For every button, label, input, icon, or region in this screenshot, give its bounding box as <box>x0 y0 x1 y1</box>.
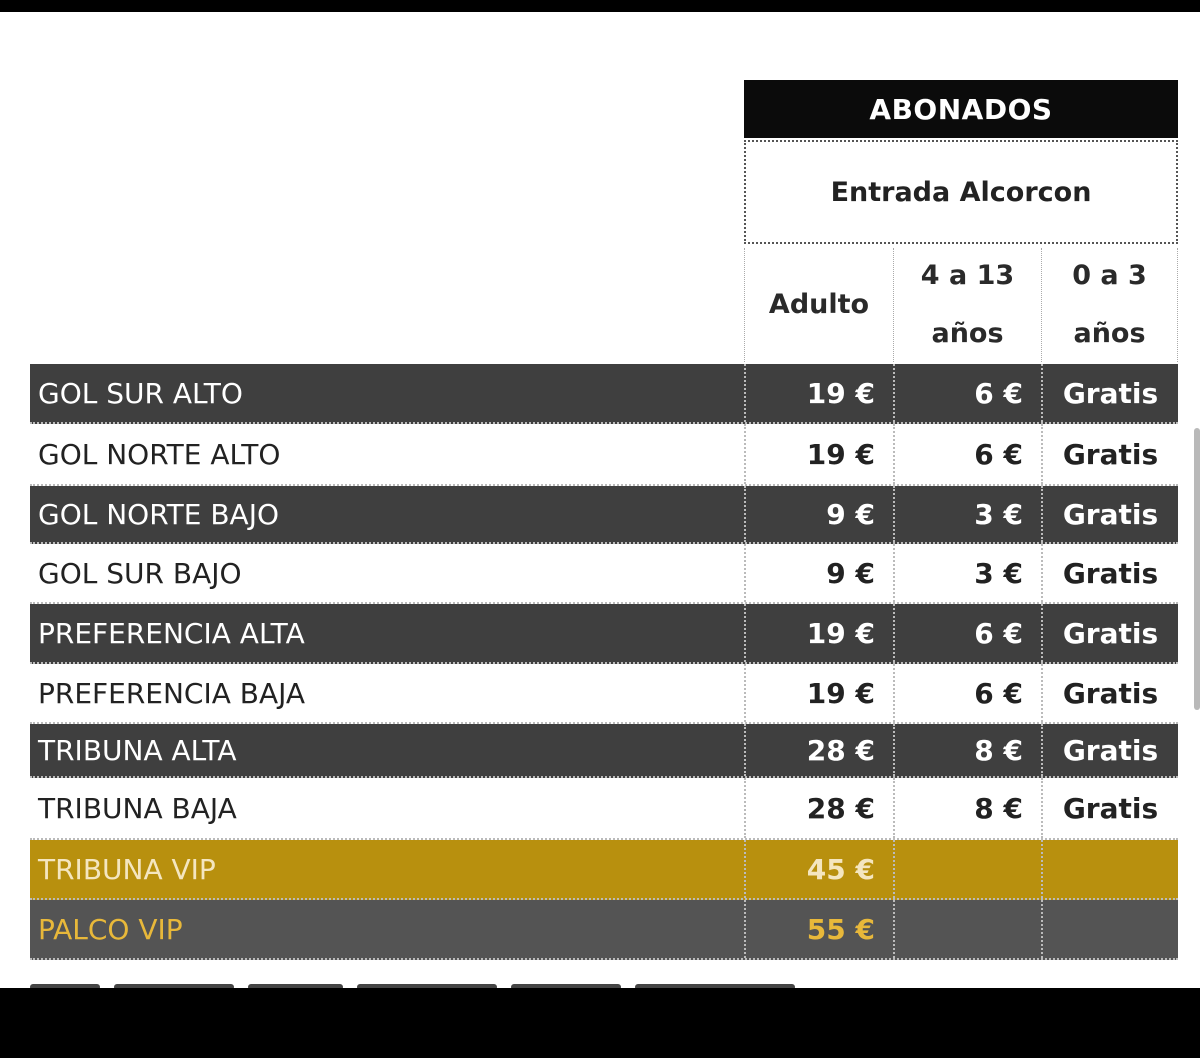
zone-name: PREFERENCIA ALTA <box>38 616 305 650</box>
zone-name: GOL NORTE BAJO <box>38 497 279 531</box>
zone-name: PALCO VIP <box>38 912 183 946</box>
table-row-preferencia-baja <box>30 664 1178 724</box>
column-header-babies <box>1041 248 1178 362</box>
price-adult: 19 € <box>744 424 893 484</box>
price-kids: 3 € <box>893 486 1041 542</box>
zone-name: TRIBUNA ALTA <box>38 733 237 767</box>
top-black-bar <box>0 0 1200 12</box>
price-babies: Gratis <box>1041 486 1178 542</box>
price-babies <box>1041 900 1178 958</box>
price-adult: 19 € <box>744 364 893 422</box>
price-kids <box>893 900 1041 958</box>
price-babies: Gratis <box>1041 604 1178 662</box>
price-kids <box>893 840 1041 898</box>
column-header-kids <box>893 248 1041 362</box>
price-adult: 9 € <box>744 544 893 602</box>
table-row-gol-norte-bajo <box>30 486 1178 544</box>
price-adult: 28 € <box>744 778 893 838</box>
price-babies: Gratis <box>1041 424 1178 484</box>
price-adult: 55 € <box>744 900 893 958</box>
scrollbar-thumb[interactable] <box>1194 428 1200 710</box>
price-babies <box>1041 840 1178 898</box>
price-kids: 6 € <box>893 604 1041 662</box>
price-kids: 6 € <box>893 364 1041 422</box>
bottom-black-bar <box>0 988 1200 1058</box>
column-header-kids-line2: años <box>931 318 1004 349</box>
price-adult: 9 € <box>744 486 893 542</box>
column-header-babies-line2: años <box>1073 318 1146 349</box>
table-row-gol-norte-alto <box>30 424 1178 486</box>
price-adult: 28 € <box>744 724 893 776</box>
table-row-gol-sur-alto <box>30 364 1178 424</box>
clipped-footer-text <box>30 976 910 988</box>
price-babies: Gratis <box>1041 664 1178 722</box>
abonados-header: ABONADOS <box>744 80 1178 138</box>
price-kids: 6 € <box>893 664 1041 722</box>
table-row-tribuna-alta <box>30 724 1178 778</box>
price-kids: 3 € <box>893 544 1041 602</box>
price-babies: Gratis <box>1041 364 1178 422</box>
price-adult: 19 € <box>744 604 893 662</box>
price-babies: Gratis <box>1041 544 1178 602</box>
table-row-preferencia-alta <box>30 604 1178 664</box>
price-kids: 6 € <box>893 424 1041 484</box>
column-header-adult-label: Adulto <box>768 289 870 320</box>
zone-name: GOL SUR BAJO <box>38 556 242 590</box>
table-row-palco-vip <box>30 900 1178 960</box>
table-row-tribuna-baja <box>30 778 1178 840</box>
price-babies: Gratis <box>1041 778 1178 838</box>
price-babies: Gratis <box>1041 724 1178 776</box>
entrada-subheader: Entrada Alcorcon <box>744 140 1178 244</box>
zone-name: TRIBUNA VIP <box>38 852 216 886</box>
price-kids: 8 € <box>893 724 1041 776</box>
column-header-adult <box>744 248 893 362</box>
price-kids: 8 € <box>893 778 1041 838</box>
zone-name: PREFERENCIA BAJA <box>38 676 306 710</box>
column-header-kids-line1: 4 a 13 <box>920 260 1015 291</box>
table-row-gol-sur-bajo <box>30 544 1178 604</box>
column-header-babies-line1: 0 a 3 <box>1072 260 1147 291</box>
table-row-tribuna-vip <box>30 840 1178 900</box>
price-adult: 45 € <box>744 840 893 898</box>
zone-name: GOL NORTE ALTO <box>38 437 281 471</box>
zone-name: GOL SUR ALTO <box>38 376 243 410</box>
zone-name: TRIBUNA BAJA <box>38 791 237 825</box>
price-adult: 19 € <box>744 664 893 722</box>
